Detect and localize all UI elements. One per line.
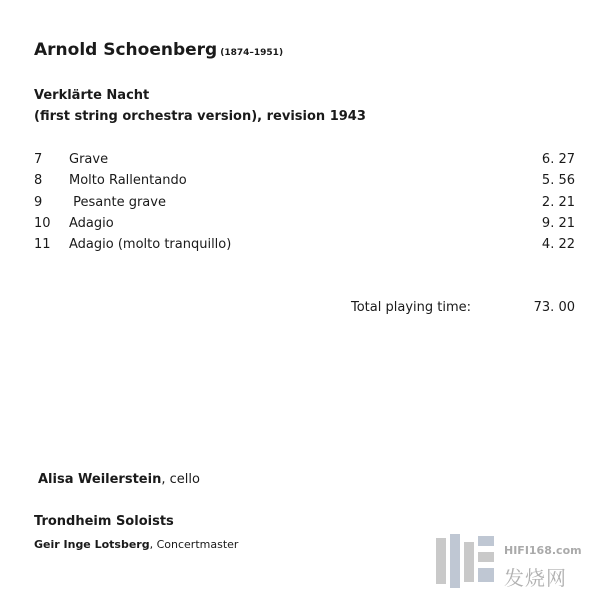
soloist-role: , cello bbox=[161, 472, 200, 487]
track-number: 10 bbox=[34, 215, 51, 231]
track-number: 9 bbox=[34, 194, 43, 210]
track-duration: 5. 56 bbox=[541, 173, 575, 189]
track-name: Grave bbox=[69, 152, 109, 167]
track-name: Pesante grave bbox=[69, 194, 166, 210]
composer-name: Arnold Schoenberg bbox=[34, 40, 218, 60]
total-playing-time-value: 73. 00 bbox=[533, 300, 575, 315]
track-name: Adagio (molto tranquillo) bbox=[69, 237, 232, 253]
concertmaster-name: Geir Inge Lotsberg bbox=[34, 538, 150, 551]
composer-dates: (1874–1951) bbox=[220, 48, 284, 58]
concertmaster-credit bbox=[34, 538, 238, 551]
track-number: 7 bbox=[34, 152, 43, 167]
track-duration: 4. 22 bbox=[541, 237, 575, 253]
work-title: Verklärte Nacht bbox=[34, 88, 150, 103]
track-list bbox=[34, 151, 575, 257]
soloist-credit bbox=[38, 472, 200, 487]
watermark-logo-icon bbox=[430, 532, 500, 592]
track-duration: 9. 21 bbox=[541, 215, 575, 231]
track-name: Adagio bbox=[69, 215, 114, 231]
concertmaster-role: , Concertmaster bbox=[149, 538, 239, 551]
composer-heading bbox=[34, 40, 283, 60]
track-name: Molto Rallentando bbox=[69, 173, 187, 189]
track-row bbox=[34, 215, 575, 236]
track-row bbox=[34, 172, 575, 193]
track-duration: 6. 27 bbox=[541, 152, 575, 167]
track-row bbox=[34, 151, 575, 172]
track-row bbox=[34, 236, 575, 257]
track-number: 8 bbox=[34, 173, 43, 189]
ensemble-name: Trondheim Soloists bbox=[34, 514, 174, 529]
watermark-text: 发烧网 bbox=[504, 566, 567, 590]
soloist-name: Alisa Weilerstein bbox=[38, 472, 162, 487]
watermark-url: HIFI168.com bbox=[504, 544, 582, 557]
watermark bbox=[430, 532, 602, 594]
total-playing-time-label: Total playing time: bbox=[351, 300, 472, 315]
track-row bbox=[34, 194, 575, 215]
track-duration: 2. 21 bbox=[541, 194, 575, 210]
track-number: 11 bbox=[34, 237, 51, 253]
work-subtitle: (first string orchestra version), revision 1943 bbox=[34, 109, 366, 124]
